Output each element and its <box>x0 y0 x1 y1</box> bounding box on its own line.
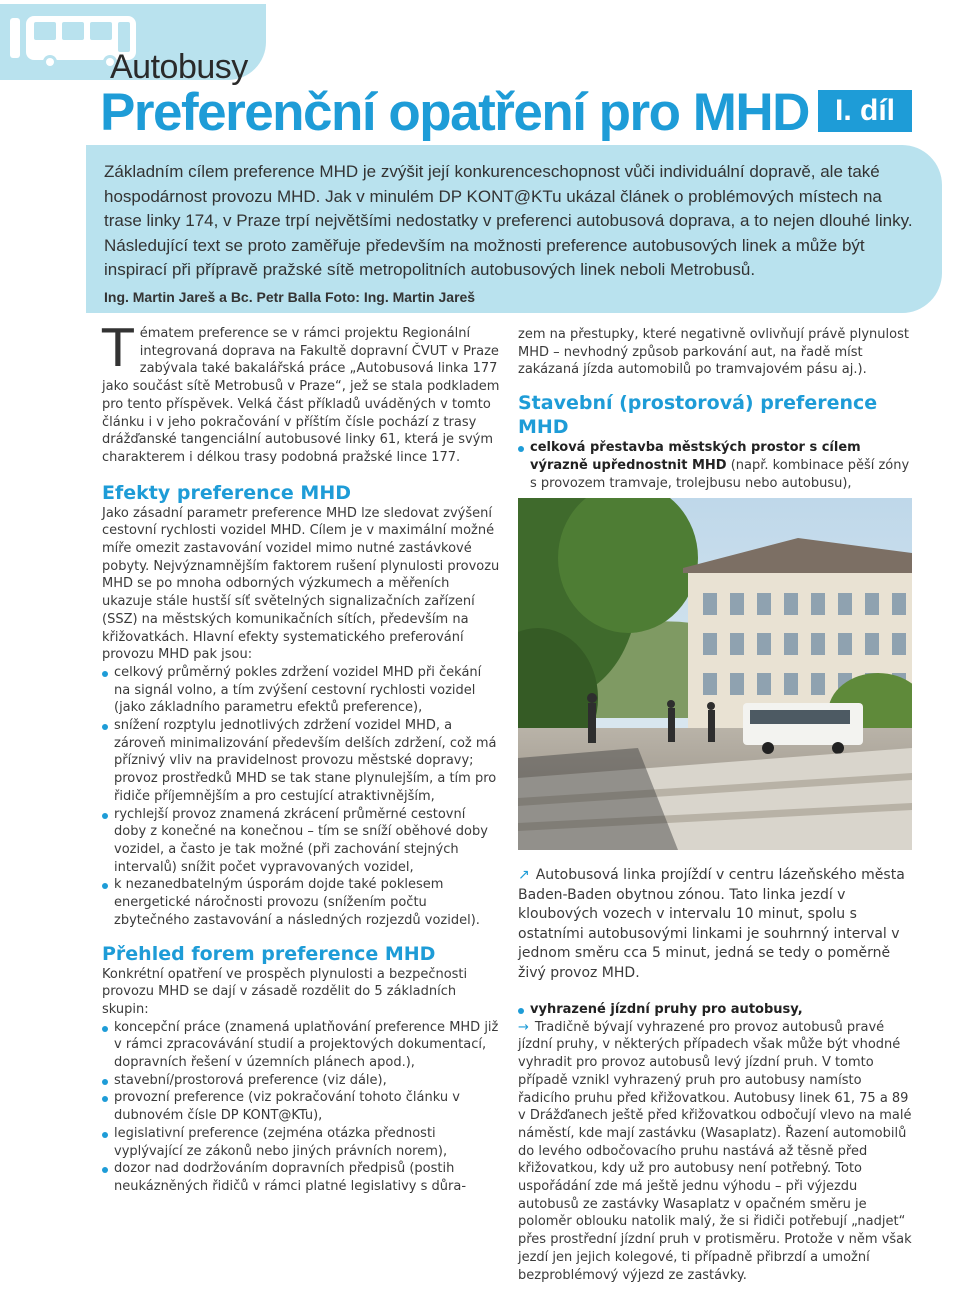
intro-text: Základním cílem preference MHD je zvýšit její konkurenceschopnost vůči individuální dopravě, ale také hospodárnost provozu MHD. Jak v minulém DP KONT@KTu ukázal článek o problémových místech na trase linky 174, v Praze trpí největšími nedostatky v preferenci autobusová doprava, a to nejen dlouhé linky. Následující text se proto zaměřuje především na možnosti preference autobusových linek a může být inspirací při přípravě pražské sítě metropolitních autobusových linek neboli Metrobusů. <box>104 162 913 279</box>
list-item: snížení rozptylu jednotlivých zdržení vozidel MHD, a zároveň minimalizování především delších zdržení, což má příznivý vliv na pravidelnost provozu městské dopravy; provoz prostředků MHD se tak stane plynulejším, a tím pro řidiče příjemnějším a pro cestující atraktivnějším, <box>102 717 500 806</box>
photo-baden-baden <box>518 498 912 850</box>
heading-prehled: Přehled forem preference MHD <box>102 942 436 965</box>
right-column-bottom <box>518 866 914 1284</box>
list-item <box>518 439 914 492</box>
arrow-up-icon: ↗ <box>518 867 530 883</box>
list-item: koncepční práce (znamená uplatňování preference MHD již v rámci zpracovávání studií a projektových dokumentací, dopravních řešení v územních plánech apod.), <box>102 1019 500 1072</box>
right-paragraph-2 <box>518 1019 914 1285</box>
right-paragraph-1: zem na přestupky, které negativně ovlivňují právě plynulost MHD – nevhodný způsob parkování aut, na řadě míst zakázaná jízda automobilů po tramvajovém pásu aj.). <box>518 327 909 378</box>
photo-caption <box>518 866 914 983</box>
drop-cap: T <box>102 319 134 379</box>
list-item: stavební/prostorová preference (viz dále), <box>102 1072 500 1090</box>
list-item: k nezanedbatelným úsporám dojde také poklesem energetické náročnosti provozu (snížením počtu zbytečného zastavování a následných rozjezdů vozidel). <box>102 876 500 929</box>
list-item-rest: (např. kombinace pěší zóny s provozem tramvaje, trolejbusu nebo autobusu), <box>530 457 910 491</box>
heading-stavebni: Stavební (prostorová) preference MHD <box>518 392 878 439</box>
list-item: rychlejší provoz znamená zkrácení průměrné cestovní doby z konečné na konečnou – tím se sníží oběhové doby vozidel, a často je tak možné (při zachování stejných intervalů) snížit počet vypravovaných vozidel, <box>102 806 500 877</box>
photo-illustration <box>518 498 912 850</box>
intro-authors: Ing. Martin Jareš a Bc. Petr Balla Foto: Ing. Martin Jareš <box>104 289 476 305</box>
part-badge: I. díl <box>818 90 912 132</box>
section-title: Autobusy <box>110 48 248 86</box>
left-paragraph-2: Jako zásadní parametr preference MHD lze sledovat zvýšení cestovní rychlosti vozidel MHD. Cílem je v maximální možné míře omezit zastavování vozidel mimo nutné zastávkové pobyty. Nejvýznamnějším faktorem rušení plynulosti provozu MHD se po mnoha odborných výzkumech a měřeních ukazuje stále hustší síť světelných signalizačních zařízení (SSZ) na městských komunikačních sítích, především na křižovatkách. Hlavní efekty systematického preferování provozu MHD pak jsou: <box>102 505 500 663</box>
list-item-bold: celková přestavba městských prostor s cílem výrazně upřednostnit MHD <box>530 440 861 473</box>
left-paragraph-1-text: ématem preference se v rámci projektu Regionální integrovaná doprava na Fakultě dopravní ČVUT v Praze zabývala také bakalářská práce „Autobusová linka 177 jako součást sítě Metrobusů v Praze“, jež se stala podkladem pro tento příspěvek. Velká část příkladů uváděných v tomto článku i v jeho pokračování v příštím čísle pochází z trasy drážďanské tangenciální autobusové linky 61, která je svým charakterem i délkou trasy podobná pražské lince 177. <box>102 326 500 465</box>
list-item: celkový průměrný pokles zdržení vozidel MHD při čekání na signál volno, a tím zvýšení cestovní rychlosti vozidel (jako základního parametru efektů preference), <box>102 664 500 717</box>
left-paragraph-1 <box>102 319 500 467</box>
section-tab <box>0 4 266 86</box>
heading-efekty: Efekty preference MHD <box>102 481 351 504</box>
list-item: dozor nad dodržováním dopravních předpisů (postih neukázněných řidičů v rámci platné legislativy s důra- <box>102 1160 500 1195</box>
right-column-top <box>518 326 914 492</box>
list-item: legislativní preference (zejména otázka přednosti vyplývající ze zákonů nebo jiných právních norem), <box>102 1125 500 1160</box>
photo-caption-text: Autobusová linka projíždí v centru lázeňského města Baden-Baden obytnou zónou. Tato linka jezdí v kloubových vozech v intervalu 10 minut, spolu s ostatními autobusovými linkami je souhrnný interval v jednom směru cca 5 minut, jedná se tedy o poměrně živý provoz MHD. <box>518 867 905 981</box>
left-column <box>102 319 500 1196</box>
page-title: Preferenční opatření pro MHD <box>100 83 809 142</box>
arrow-right-icon: → <box>518 1019 529 1035</box>
right-paragraph-2-text: Tradičně bývají vyhrazené pro provoz autobusů pravé jízdní pruhy, v některých případech však může být vhodné vyhradit pro provoz autobusů levý jízdní pruh. V tomto případě vznikl vyhrazený pruh pro autobusy namísto řadicího pruhu před křižovatkou. Autobusy linek 61, 75 a 89 v Drážďanech ještě před křižovatkou odbočují vlevo na malé náměstí, kde mají zastávku (Wasaplatz). Řazení automobilů do levého odbočovacího pruhu nastává až těsně před křižovatkou, kdy už pro autobusy není potřebný. Toto uspořádání zde má ještě jednu výhodu – při výjezdu autobusů ze zastávky Wasaplatz v opačném směru je poloměr oblouku natolik malý, že si řidiči potřebují „nadjet“ přes prostřední jízdní pruh v protisměru. Protože v něm však jezdí jen jejich kolegové, ti případně přibrzdí a umožní bezproblémový výjezd ze zastávky. <box>518 1019 912 1283</box>
list-item: vyhrazené jízdní pruhy pro autobusy, <box>518 1001 914 1019</box>
list-item: provozní preference (viz pokračování tohoto článku v dubnovém čísle DP KONT@KTu), <box>102 1089 500 1124</box>
left-paragraph-3: Konkrétní opatření ve prospěch plynulosti a bezpečnosti provozu MHD se dají v zásadě rozdělit do 5 základních skupin: <box>102 966 468 1017</box>
